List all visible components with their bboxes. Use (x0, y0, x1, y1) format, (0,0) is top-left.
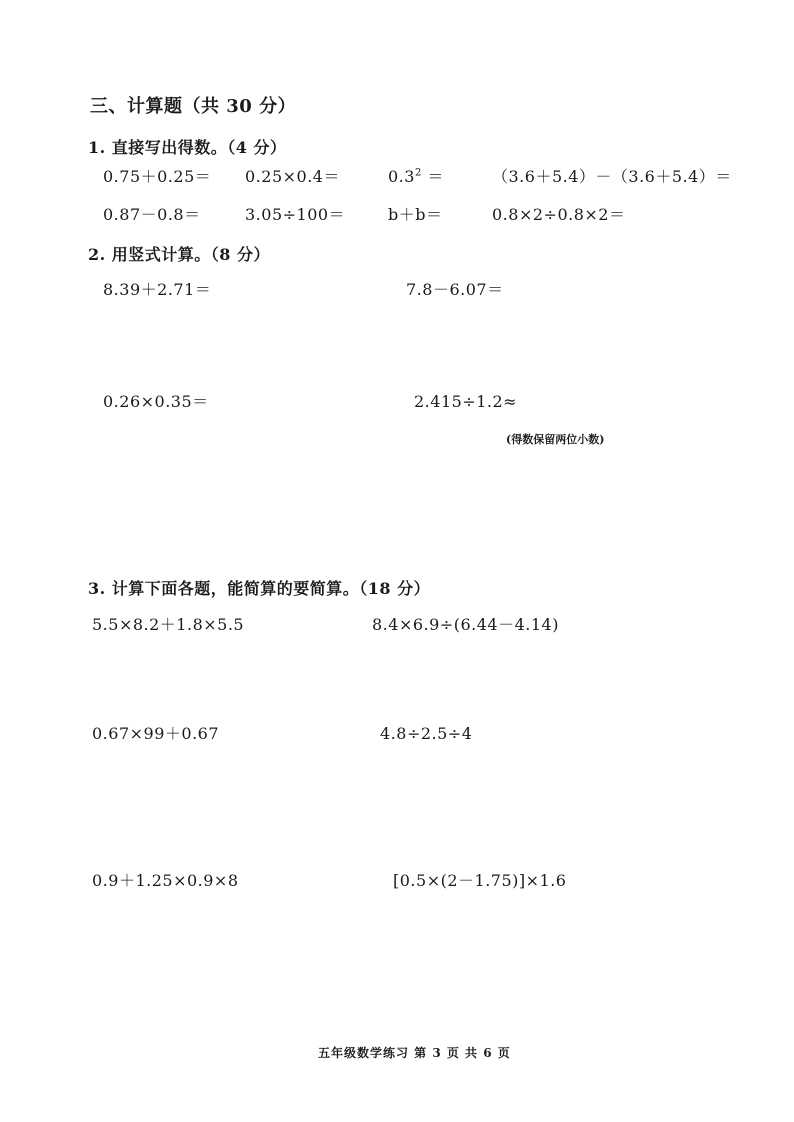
question-3-title: 3. 计算下面各题，能简算的要简算。（18 分） (88, 579, 431, 598)
rounding-note: (得数保留两位小数) (506, 433, 605, 446)
q1-item-1: 0.75＋0.25＝ (103, 167, 212, 186)
q1-item-3-base: 0.3 (388, 167, 415, 186)
q3-item-4: 4.8÷2.5÷4 (380, 724, 473, 743)
q1-item-4: （3.6＋5.4）－（3.6＋5.4）＝ (492, 167, 732, 186)
q1-item-8: 0.8×2÷0.8×2＝ (492, 205, 626, 224)
page-footer: 五年级数学练习 第 3 页 共 6 页 (318, 1046, 511, 1060)
q3-item-1: 5.5×8.2＋1.8×5.5 (92, 615, 245, 634)
q1-item-6: 3.05÷100＝ (245, 205, 346, 224)
q2-item-2: 7.8－6.07＝ (406, 280, 504, 299)
section-title: 三、计算题（共 30 分） (90, 96, 297, 117)
q2-item-3: 0.26×0.35＝ (103, 392, 209, 411)
q2-item-4: 2.415÷1.2≈ (414, 392, 518, 411)
q1-item-3 (388, 167, 444, 187)
q3-item-2: 8.4×6.9÷(6.44－4.14) (372, 615, 559, 634)
q1-item-2: 0.25×0.4＝ (245, 167, 340, 186)
q1-item-5: 0.87－0.8＝ (103, 205, 201, 224)
q1-item-3-equals: ＝ (421, 167, 444, 186)
q2-item-1: 8.39＋2.71＝ (103, 280, 212, 299)
q3-item-3: 0.67×99＋0.67 (92, 724, 220, 743)
question-2-title: 2. 用竖式计算。（8 分） (88, 245, 270, 264)
question-1-title: 1. 直接写出得数。（4 分） (88, 138, 287, 157)
q3-item-6: [0.5×(2－1.75)]×1.6 (393, 871, 567, 890)
q3-item-5: 0.9＋1.25×0.9×8 (92, 871, 239, 890)
q1-item-7: b＋b＝ (388, 205, 443, 224)
q1-item-3-exponent: 2 (414, 167, 422, 179)
